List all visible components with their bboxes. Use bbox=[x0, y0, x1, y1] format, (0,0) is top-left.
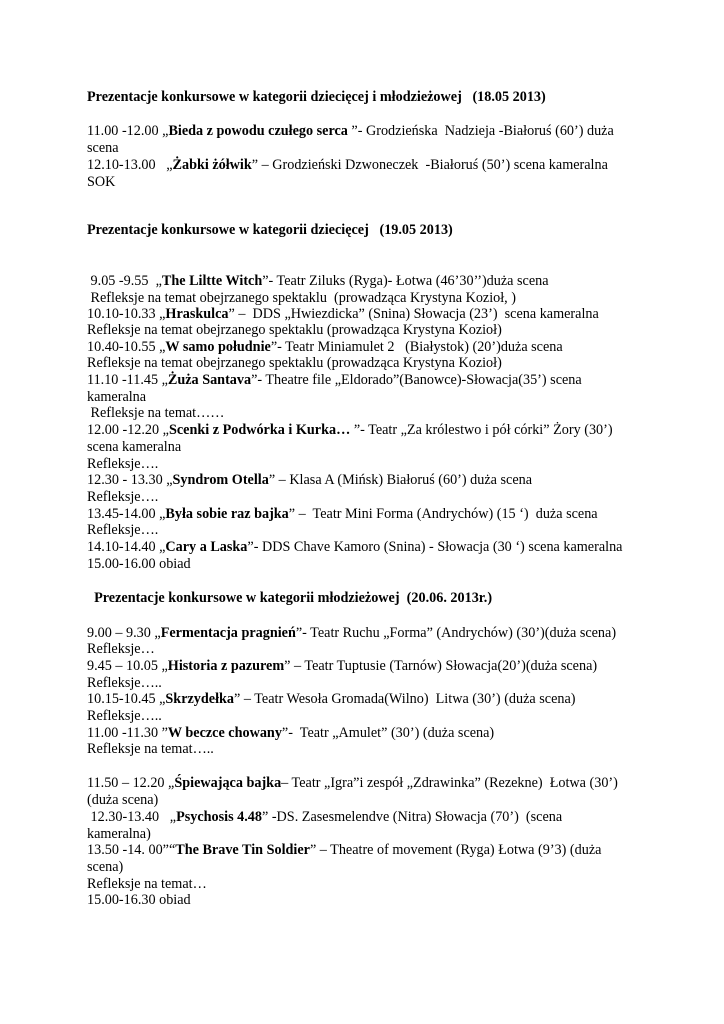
performance-title: The Brave Tin Soldier bbox=[175, 842, 310, 858]
section-heading: Prezentacje konkursowe w kategorii dziecięcej i młodzieżowej (18.05 2013) bbox=[87, 89, 546, 105]
program-line: Refleksje….. bbox=[87, 708, 162, 724]
program-line: scena kameralna bbox=[87, 439, 182, 455]
program-line: kameralna) bbox=[87, 826, 151, 842]
performance-title: Scenki z Podwórka i Kurka… bbox=[168, 422, 354, 438]
program-line: Refleksje….. bbox=[87, 675, 162, 691]
performance-title: Historia z pazurem bbox=[167, 658, 285, 674]
performance-title: W beczce chowany bbox=[167, 725, 282, 741]
program-line: Refleksje…. bbox=[87, 489, 159, 505]
performance-title: Śpiewająca bajka bbox=[174, 775, 282, 791]
program-line: Refleksje…. bbox=[87, 522, 159, 538]
performance-title: Syndrom Otella bbox=[172, 472, 269, 488]
program-line: Refleksje na temat… bbox=[87, 876, 207, 892]
program-line: 12.10-13.00 „Żabki żółwik” – Grodzieński Dzwoneczek -Białoruś (50’) scena kameralna bbox=[87, 157, 608, 173]
program-line: (duża scena) bbox=[87, 792, 159, 808]
program-line: 12.00 -12.20 „Scenki z Podwórka i Kurka… ”- Teatr „Za królestwo i pół córki” Żory (30’) bbox=[87, 422, 613, 438]
program-line: scena) bbox=[87, 859, 124, 875]
program-line: Refleksje na temat…… bbox=[87, 405, 225, 421]
program-line: 10.15-10.45 „Skrzydełka” – Teatr Wesoła Gromada(Wilno) Litwa (30’) (duża scena) bbox=[87, 691, 576, 707]
program-line: 15.00-16.30 obiad bbox=[87, 892, 191, 908]
performance-title: The Liltte Witch bbox=[161, 273, 263, 289]
program-line: 12.30-13.40 „Psychosis 4.48” -DS. Zasesmelendve (Nitra) Słowacja (70’) (scena bbox=[87, 809, 563, 825]
performance-title: Bieda z powodu czułego serca bbox=[168, 123, 348, 139]
program-line: 11.10 -11.45 „Żuża Santava”- Theatre file „Eldorado”(Banowce)-Słowacja(35’) scena bbox=[87, 372, 582, 388]
program-line: 10.40-10.55 „W samo południe”- Teatr Miniamulet 2 (Białystok) (20’)duża scena bbox=[87, 339, 563, 355]
program-line: 11.50 – 12.20 „Śpiewająca bajka– Teatr „Igra”i zespół „Zdrawinka” (Rezekne) Łotwa (30’) bbox=[87, 775, 618, 791]
program-line: scena bbox=[87, 140, 119, 156]
program-line: 13.50 -14. 00”“The Brave Tin Soldier” – Theatre of movement (Ryga) Łotwa (9’3) (duża bbox=[87, 842, 602, 858]
performance-title: Żabki żółwik bbox=[172, 157, 252, 173]
program-line: 11.00 -11.30 ”W beczce chowany”- Teatr „Amulet” (30’) (duża scena) bbox=[87, 725, 495, 741]
program-line: 9.05 -9.55 „The Liltte Witch”- Teatr Ziluks (Ryga)- Łotwa (46’30’’)duża scena bbox=[87, 273, 549, 289]
performance-title: Fermentacja pragnień bbox=[160, 625, 296, 641]
program-line: 12.30 - 13.30 „Syndrom Otella” – Klasa A (Mińsk) Białoruś (60’) duża scena bbox=[87, 472, 533, 488]
performance-title: Była sobie raz bajka bbox=[165, 506, 289, 522]
program-line: kameralna bbox=[87, 389, 147, 405]
performance-title: Cary a Laska bbox=[165, 539, 248, 555]
program-line: 15.00-16.00 obiad bbox=[87, 556, 191, 572]
program-line: 10.10-10.33 „Hraskulca” – DDS „Hwiezdicka” (Snina) Słowacja (23’) scena kameralna bbox=[87, 306, 599, 322]
section-heading: Prezentacje konkursowe w kategorii dziecięcej (19.05 2013) bbox=[87, 222, 453, 238]
performance-title: Skrzydełka bbox=[165, 691, 235, 707]
program-line: Refleksje na temat obejrzanego spektaklu (prowadząca Krystyna Kozioł) bbox=[87, 322, 502, 338]
program-line: Refleksje na temat….. bbox=[87, 741, 214, 757]
performance-title: Żuża Santava bbox=[167, 372, 252, 388]
program-line: 11.00 -12.00 „Bieda z powodu czułego serca ”- Grodzieńska Nadzieja -Białoruś (60’) duża bbox=[87, 123, 614, 139]
program-line: 9.00 – 9.30 „Fermentacja pragnień”- Teatr Ruchu „Forma” (Andrychów) (30’)(duża scena) bbox=[87, 625, 617, 641]
program-line: Refleksje na temat obejrzanego spektaklu (prowadząca Krystyna Kozioł, ) bbox=[87, 290, 517, 306]
program-line: 14.10-14.40 „Cary a Laska”- DDS Chave Kamoro (Snina) - Słowacja (30 ‘) scena kameralna bbox=[87, 539, 623, 555]
performance-title: Hraskulca bbox=[165, 306, 229, 322]
program-line: 9.45 – 10.05 „Historia z pazurem” – Teatr Tuptusie (Tarnów) Słowacja(20’)(duża scena) bbox=[87, 658, 598, 674]
program-line: Refleksje na temat obejrzanego spektaklu (prowadząca Krystyna Kozioł) bbox=[87, 355, 502, 371]
program-line: 13.45-14.00 „Była sobie raz bajka” – Teatr Mini Forma (Andrychów) (15 ‘) duża scena bbox=[87, 506, 598, 522]
performance-title: W samo południe bbox=[165, 339, 271, 355]
program-line: Refleksje… bbox=[87, 641, 155, 657]
program-line: Refleksje…. bbox=[87, 456, 159, 472]
section-heading: Prezentacje konkursowe w kategorii młodzieżowej (20.06. 2013r.) bbox=[87, 590, 493, 606]
performance-title: Psychosis 4.48 bbox=[176, 809, 262, 825]
program-line: SOK bbox=[87, 174, 116, 190]
